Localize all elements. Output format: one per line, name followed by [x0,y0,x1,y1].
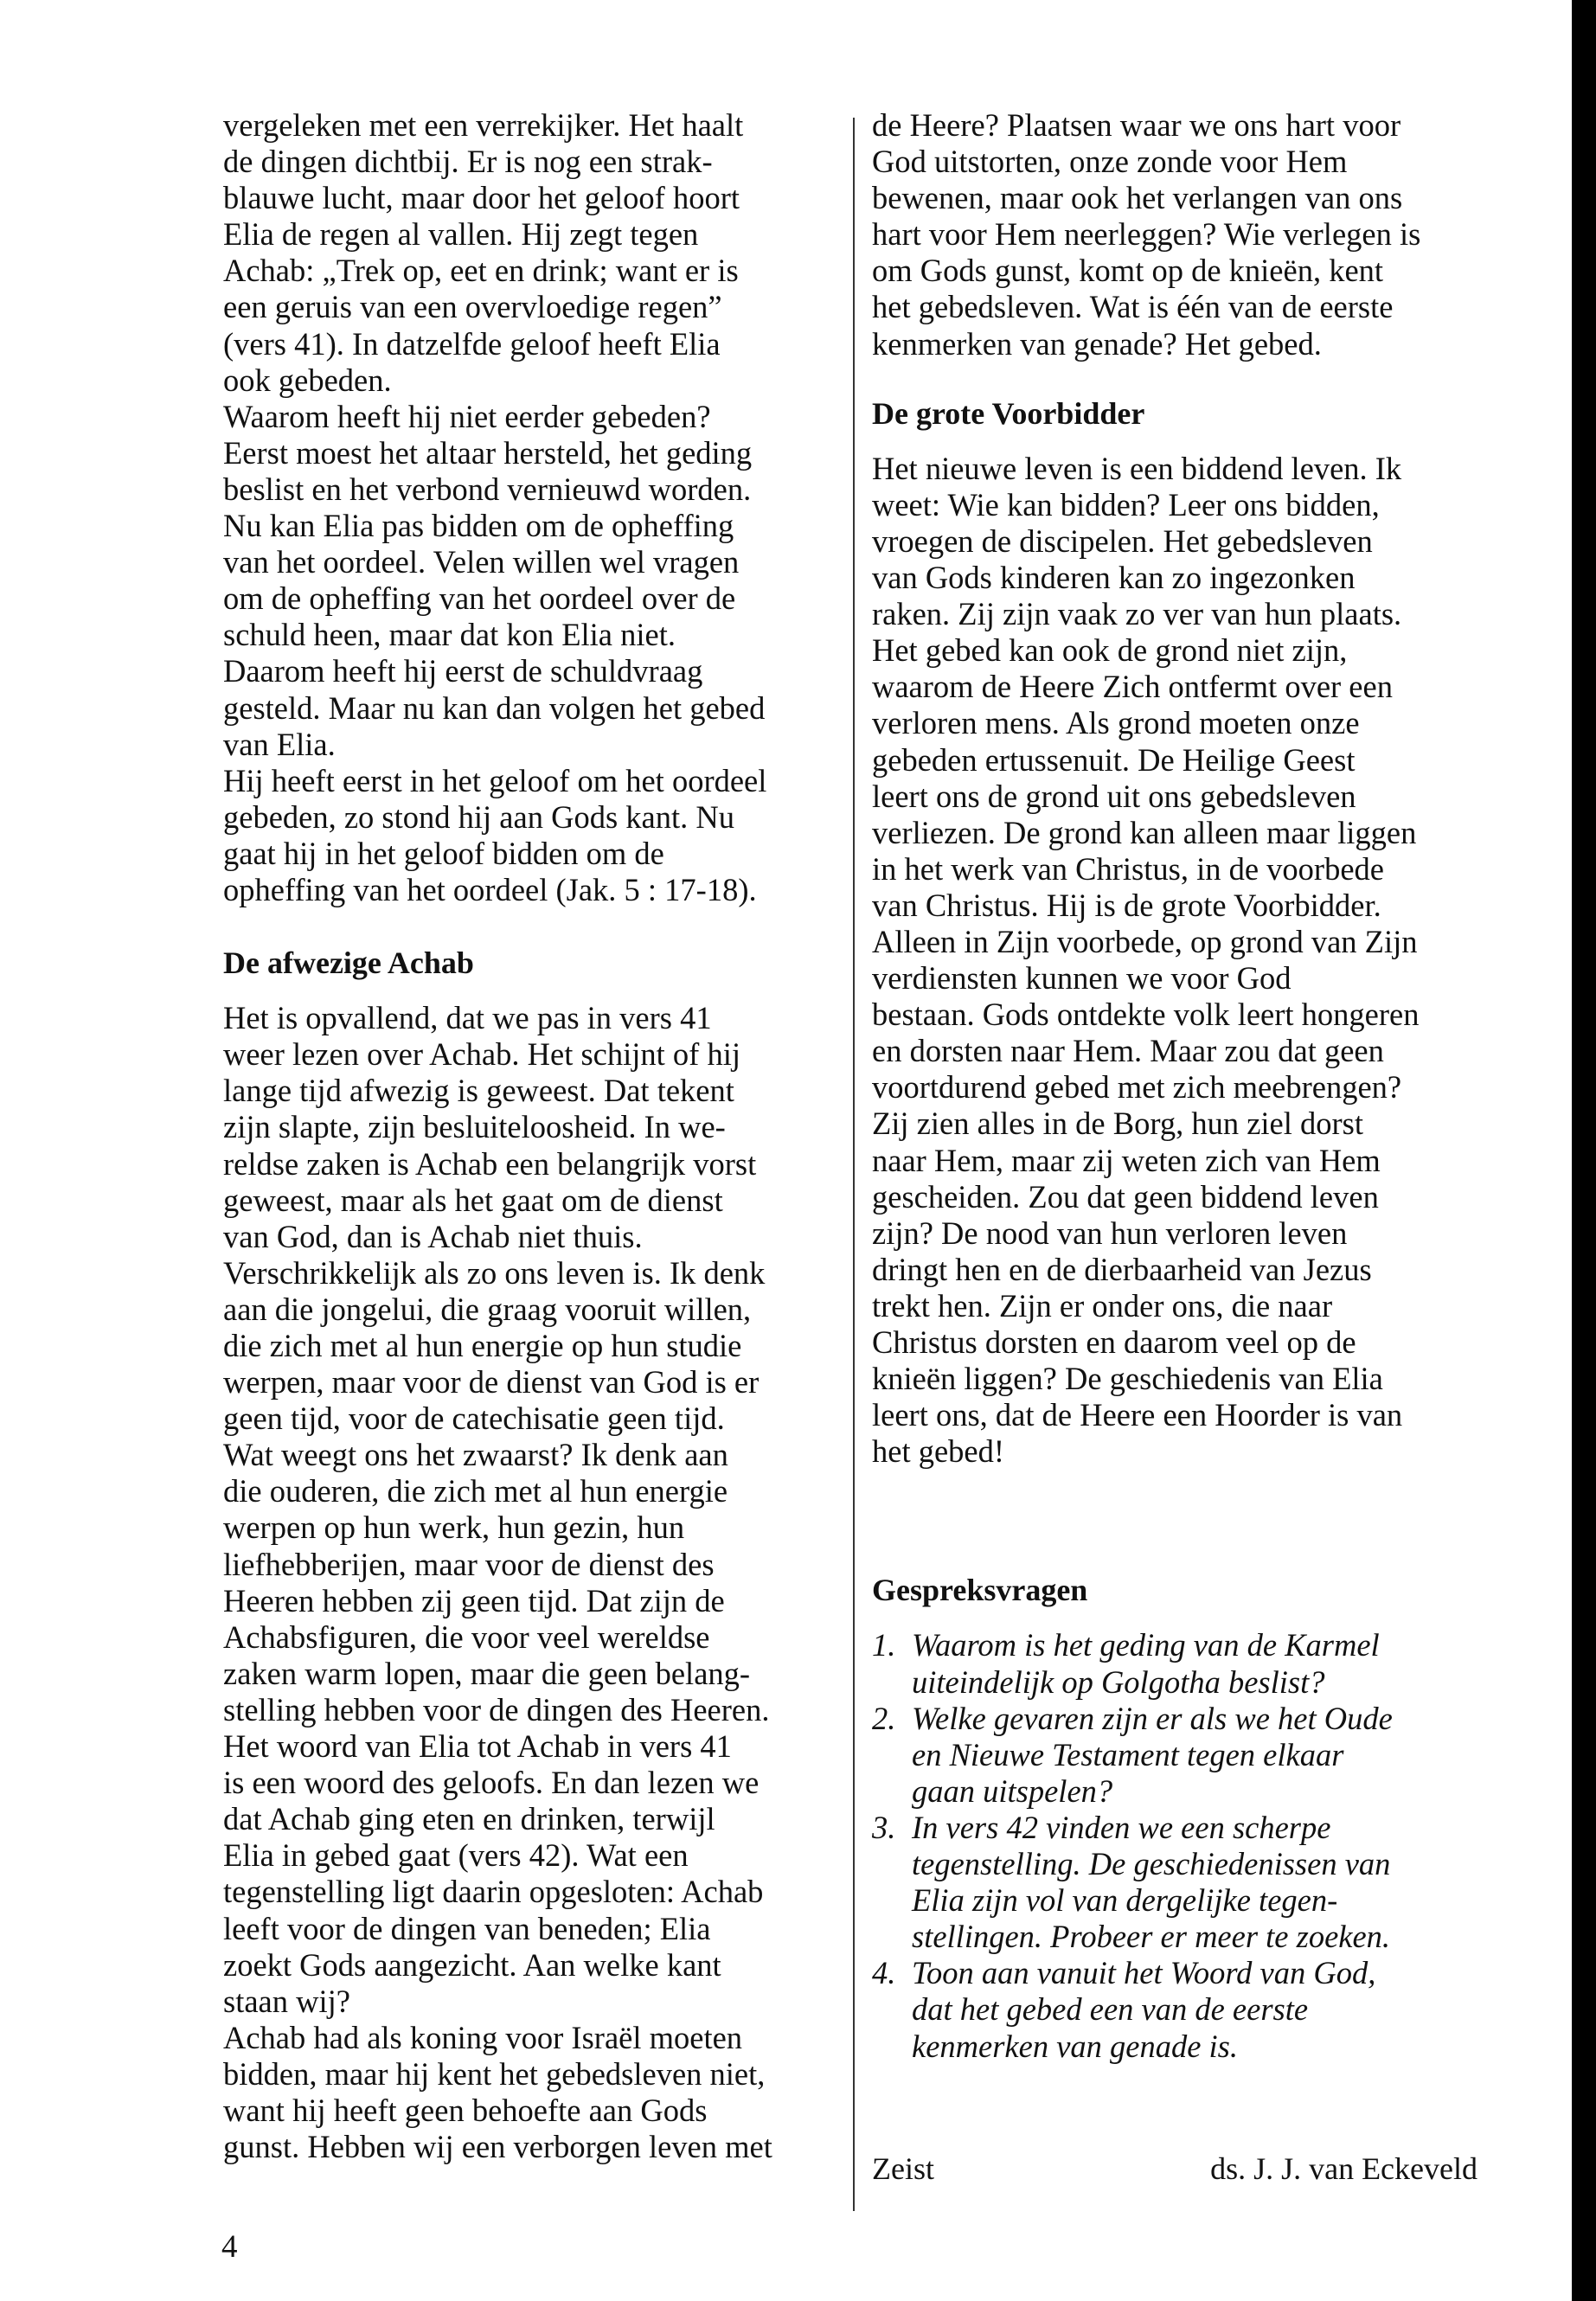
text-line: om Gods gunst, komt op de knieën, kent [872,253,1384,289]
text-line: verdiensten kunnen we voor God [872,960,1292,997]
text-line: is een woord des geloofs. En dan lezen we [223,1765,760,1801]
text-line: hart voor Hem neerleggen? Wie verlegen is [872,216,1421,253]
question-text-line: tegenstelling. De geschiedenissen van [912,1846,1391,1882]
text-line: gebeden ertussenuit. De Heilige Geest [872,741,1356,778]
question-text-line: gaan uitspelen? [912,1772,1113,1809]
text-line: het gebed! [872,1433,1005,1470]
page-number: 4 [221,2229,238,2265]
text-line: zijn slapte, zijn besluiteloosheid. In we- [223,1109,726,1145]
discussion-questions [872,1627,1495,2064]
question-number: 2. [872,1700,896,1736]
question-text-line: en Nieuwe Testament tegen elkaar [912,1736,1344,1772]
question-item [872,1810,1495,1955]
text-line: Het gebed kan ook de grond niet zijn, [872,632,1348,669]
text-line: gaat hij in het geloof bidden om de [223,835,664,871]
question-text-line: Welke gevaren zijn er als we het Oude [912,1700,1393,1736]
left-paragraph-block [223,107,846,908]
text-line: van het oordeel. Velen willen wel vragen [223,544,740,580]
text-line: trekt hen. Zijn er onder ons, die naar [872,1287,1333,1324]
question-item [872,1701,1495,1810]
text-line: zaken warm lopen, maar die geen belang- [223,1655,751,1691]
text-line: reldse zaken is Achab een belangrijk vorst [223,1145,757,1182]
text-line: Achabsfiguren, die voor veel wereldse [223,1618,710,1655]
text-line: Hij heeft eerst in het geloof om het oordeel [223,762,767,798]
question-text-line: uiteindelijk op Golgotha beslist? [912,1663,1325,1700]
question-text-line: Waarom is het geding van de Karmel [912,1627,1380,1663]
right-paragraph-block [872,107,1495,362]
page-edge-bar [1572,0,1596,2301]
question-text-line: stellingen. Probeer er meer te zoeken. [912,1919,1391,1955]
question-item [872,1955,1495,2064]
text-line: geweest, maar als het gaat om de dienst [223,1182,723,1218]
text-line: gunst. Hebben wij een verborgen leven met [223,2129,772,2165]
text-line: in het werk van Christus, in de voorbede [872,850,1384,887]
text-line: gebeden, zo stond hij aan Gods kant. Nu [223,798,734,835]
text-line: God uitstorten, onze zonde voor Hem [872,144,1348,180]
text-line: leeft voor de dingen van beneden; Elia [223,1910,711,1946]
text-line: opheffing van het oordeel (Jak. 5 : 17-18). [223,871,757,907]
text-line: geen tijd, voor de catechisatie geen tijd. [223,1400,725,1437]
text-line: van God, dan is Achab niet thuis. [223,1218,643,1254]
text-line: Elia de regen al vallen. Hij zegt tegen [223,216,699,253]
text-line: bidden, maar hij kent het gebedsleven niet, [223,2055,766,2092]
right-paragraph-block [872,451,1495,1471]
text-line: leert ons de grond uit ons gebedsleven [872,778,1356,814]
text-line: blauwe lucht, maar door het geloof hoort [223,180,740,216]
text-line: naar Hem, maar zij weten zich van Hem [872,1142,1381,1178]
text-line: waarom de Heere Zich ontfermt over een [872,669,1393,705]
text-line: zoekt Gods aangezicht. Aan welke kant [223,1946,721,1983]
text-line: een geruis van een overvloedige regen” [223,289,722,325]
text-line: Christus dorsten en daarom veel op de [872,1324,1356,1360]
text-line: liefhebberijen, maar voor de dienst des [223,1546,715,1582]
section-heading-afwezige-achab: De afwezige Achab [223,945,474,981]
text-line: dat Achab ging eten en drinken, terwijl [223,1801,715,1837]
text-line: Wat weegt ons het zwaarst? Ik denk aan [223,1437,728,1473]
text-line: vroegen de discipelen. Het gebedsleven [872,522,1373,559]
text-line: ook gebeden. [223,362,392,398]
text-line: die ouderen, die zich met al hun energie [223,1473,728,1509]
text-line: werpen, maar voor de dienst van God is er [223,1364,760,1400]
text-line: van Elia. [223,726,336,762]
text-line: verloren mens. Als grond moeten onze [872,705,1360,741]
text-line: zijn? De nood van hun verloren leven [872,1215,1348,1251]
text-line: van Gods kinderen kan zo ingezonken [872,560,1356,596]
text-line: Achab: „Trek op, eet en drink; want er is [223,253,739,289]
text-line: gescheiden. Zou dat geen biddend leven [872,1178,1379,1215]
text-line: Zij zien alles in de Borg, hun ziel dorst [872,1106,1363,1142]
text-line: vergeleken met een verrekijker. Het haalt [223,107,744,143]
question-text-line: Elia zijn vol van dergelijke tegen- [912,1882,1338,1919]
text-line: Elia in gebed gaat (vers 42). Wat een [223,1837,689,1874]
text-line: die zich met al hun energie op hun studie [223,1328,742,1363]
text-line: weet: Wie kan bidden? Leer ons bidden, [872,486,1380,522]
text-line: gesteld. Maar nu kan dan volgen het gebed [223,689,766,726]
text-line: aan die jongelui, die graag vooruit willen, [223,1291,752,1327]
column-divider [853,118,855,2211]
text-line: Daarom heeft hij eerst de schuldvraag [223,653,703,689]
text-line: bewenen, maar ook het verlangen van ons [872,180,1403,216]
text-line: Het is opvallend, dat we pas in vers 41 [223,1000,712,1036]
text-line: Waarom heeft hij niet eerder gebeden? [223,398,711,434]
text-line: weer lezen over Achab. Het schijnt of hij [223,1036,740,1073]
text-line: beslist en het verbond vernieuwd worden. [223,471,752,507]
text-line: schuld heen, maar dat kon Elia niet. [223,617,676,653]
text-line: Nu kan Elia pas bidden om de opheffing [223,508,734,544]
signoff-author: ds. J. J. van Eckeveld [1210,2151,1477,2186]
text-line: de dingen dichtbij. Er is nog een strak- [223,144,713,180]
text-line: Het woord van Elia tot Achab in vers 41 [223,1728,732,1765]
text-line: dringt hen en de dierbaarheid van Jezus [872,1251,1372,1287]
section-heading-gespreksvragen: Gespreksvragen [872,1573,1088,1608]
left-paragraph-block [223,1000,846,2165]
text-line: van Christus. Hij is de grote Voorbidder. [872,887,1381,923]
text-line: de Heere? Plaatsen waar we ons hart voor [872,107,1401,143]
text-line: het gebedsleven. Wat is één van de eerste [872,289,1394,325]
question-text-line: In vers 42 vinden we een scherpe [912,1809,1331,1845]
left-column [223,107,846,2165]
text-line: bestaan. Gods ontdekte volk leert hongeren [872,997,1420,1033]
text-line: Achab had als koning voor Israël moeten [223,2019,743,2055]
question-number: 1. [872,1627,896,1663]
text-line: voortdurend gebed met zich meebrengen? [872,1069,1402,1106]
text-line: kenmerken van genade? Het gebed. [872,325,1322,362]
question-text-line: kenmerken van genade is. [912,2028,1239,2064]
text-line: (vers 41). In datzelfde geloof heeft Elia [223,325,721,362]
text-line: stelling hebben voor de dingen des Heeren. [223,1691,770,1727]
right-column [872,107,1495,2065]
text-line: en dorsten naar Hem. Maar zou dat geen [872,1033,1384,1069]
question-number: 4. [872,1955,896,1991]
question-item [872,1627,1495,1700]
text-line: Heeren hebben zij geen tijd. Dat zijn de [223,1582,725,1618]
text-line: Verschrikkelijk als zo ons leven is. Ik denk [223,1254,766,1291]
question-text-line: dat het gebed een van de eerste [912,1991,1309,2028]
section-heading-grote-voorbidder: De grote Voorbidder [872,395,1145,431]
text-line: om de opheffing van het oordeel over de [223,580,736,617]
text-line: want hij heeft geen behoefte aan Gods [223,2092,708,2128]
text-line: leert ons, dat de Heere een Hoorder is van [872,1397,1403,1433]
text-line: raken. Zij zijn vaak zo ver van hun plaats. [872,596,1402,632]
signoff-place: Zeist [872,2151,934,2186]
text-line: lange tijd afwezig is geweest. Dat tekent [223,1073,734,1109]
text-line: verliezen. De grond kan alleen maar liggen [872,814,1417,850]
text-line: Alleen in Zijn voorbede, op grond van Zijn [872,923,1418,959]
text-line: Eerst moest het altaar hersteld, het geding [223,434,753,471]
text-line: staan wij? [223,1983,350,2019]
question-text-line: Toon aan vanuit het Woord van God, [912,1955,1376,1991]
text-line: Het nieuwe leven is een biddend leven. Ik [872,450,1402,486]
text-line: werpen op hun werk, hun gezin, hun [223,1509,685,1546]
text-line: tegenstelling ligt daarin opgesloten: Achab [223,1874,764,1910]
question-number: 3. [872,1809,896,1845]
text-line: knieën liggen? De geschiedenis van Elia [872,1361,1383,1397]
